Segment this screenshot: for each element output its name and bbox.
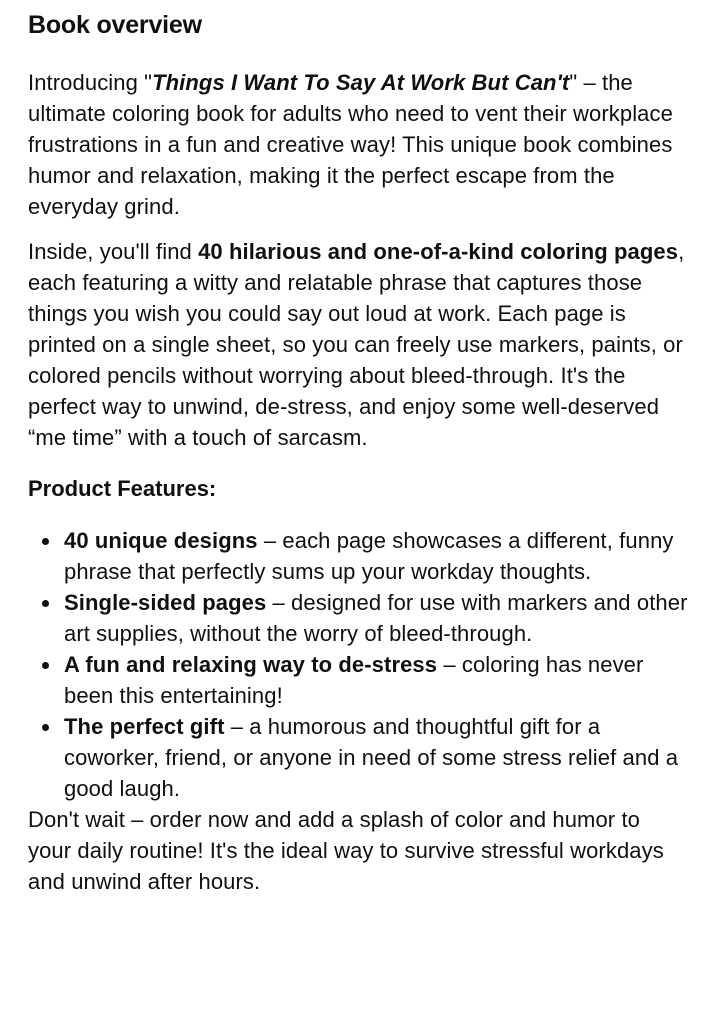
product-features-heading: Product Features: bbox=[28, 476, 217, 501]
closing-paragraph: Don't wait – order now and add a splash of color and humor to your daily routine! It's the ideal way to survive stressful workdays and unwind after hours. bbox=[28, 807, 664, 894]
inside-rest-text: , each featuring a witty and relatable phrase that captures those things you wish you could say out loud at work. Each page is printed on a single sheet, so you can freely use markers, paints, or colored pencils without worrying about bleed-through. It's the perfect way to unwind, de-stress, and enjoy some well-deserved “me time” with a touch of sarcasm. bbox=[28, 239, 685, 450]
feature-rest-text: – coloring has never been this entertaining! bbox=[64, 652, 644, 708]
feature-bold-text: The perfect gift bbox=[64, 714, 225, 739]
inside-paragraph bbox=[28, 236, 688, 453]
feature-item-single-sided bbox=[62, 587, 688, 649]
inside-lead-text: Inside, you'll find bbox=[28, 239, 199, 264]
features-list bbox=[28, 525, 688, 804]
feature-rest-text: – each page showcases a different, funny phrase that perfectly sums up your workday thoughts. bbox=[64, 528, 674, 584]
feature-item-unique-designs bbox=[62, 525, 688, 587]
intro-lead-text: Introducing " bbox=[28, 70, 153, 95]
book-title-text: Things I Want To Say At Work But Can't bbox=[152, 70, 570, 95]
feature-item-perfect-gift bbox=[62, 711, 688, 804]
intro-paragraph bbox=[28, 67, 688, 222]
feature-rest-text: – designed for use with markers and other art supplies, without the worry of bleed-through. bbox=[64, 590, 688, 646]
feature-bold-text: 40 unique designs bbox=[64, 528, 258, 553]
inside-bold-text: 40 hilarious and one-of-a-kind coloring pages bbox=[198, 239, 679, 264]
feature-rest-text: – a humorous and thoughtful gift for a coworker, friend, or anyone in need of some stress relief and a good laugh. bbox=[64, 714, 679, 801]
feature-bold-text: Single-sided pages bbox=[64, 590, 267, 615]
feature-item-de-stress bbox=[62, 649, 688, 711]
intro-rest-text: " – the ultimate coloring book for adults who need to vent their workplace frustrations in a fun and creative way! This unique book combines humor and relaxation, making it the perfect escape from the everyday grind. bbox=[28, 70, 673, 219]
feature-bold-text: A fun and relaxing way to de-stress bbox=[64, 652, 438, 677]
section-heading: Book overview bbox=[28, 11, 202, 39]
